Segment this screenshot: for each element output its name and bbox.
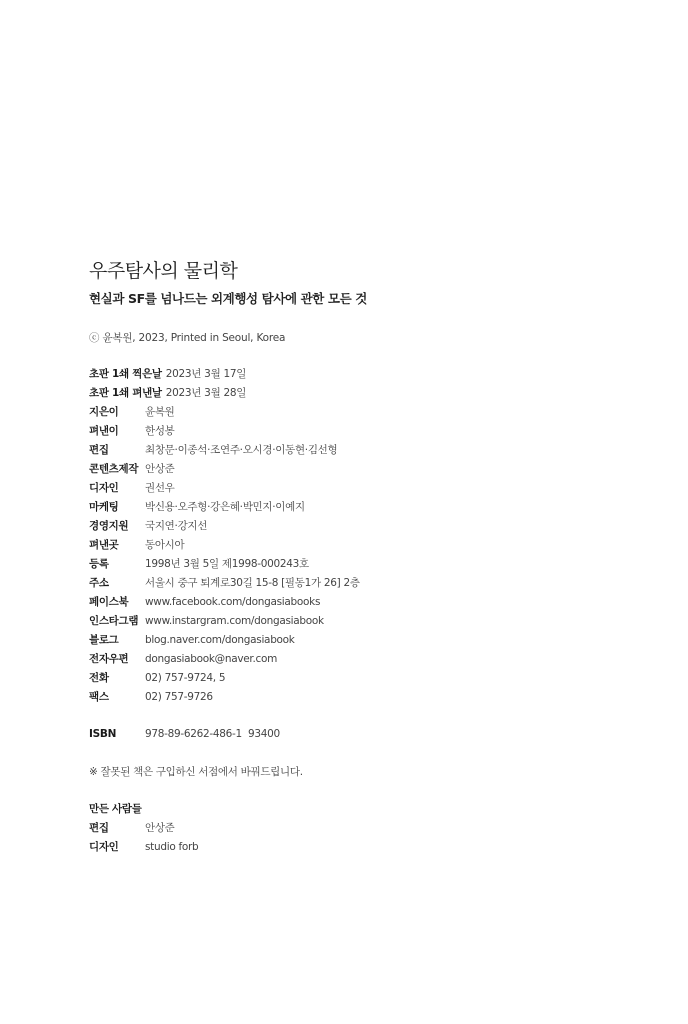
copyright-line: ⓒ 윤복원, 2023, Printed in Seoul, Korea: [89, 332, 286, 344]
credit-value: blog.naver.com/dongasiabook: [145, 634, 295, 646]
credit-label: 블로그: [89, 634, 119, 646]
edition-label: 초판 1쇄 찍은날: [89, 368, 162, 380]
credit-label: 펴낸이: [89, 425, 119, 437]
credit-value: dongasiabook@naver.com: [145, 653, 278, 665]
credit-row-fax: [89, 688, 649, 707]
credit-label: 지은이: [89, 406, 119, 418]
credit-row-phone: [89, 669, 649, 688]
credit-value: 동아시아: [145, 539, 185, 551]
credit-value: 1998년 3월 5일 제1998-000243호: [145, 558, 309, 570]
credit-row-author: [89, 403, 649, 422]
credit-value: 국지연·강지선: [145, 520, 208, 532]
isbn-value: 978-89-6262-486-1 93400: [145, 728, 280, 740]
maker-row-design: [89, 838, 649, 857]
credit-value: 서울시 중구 퇴계로30길 15-8 [필동1가 26] 2층: [145, 577, 360, 589]
credit-row-email: [89, 650, 649, 669]
credit-row-blog: [89, 631, 649, 650]
credit-row-publishing-house: [89, 536, 649, 555]
edition-value: 2023년 3월 28일: [165, 387, 247, 399]
makers-section: [89, 799, 649, 857]
edition-row-first-print: [89, 365, 649, 384]
credit-label: 등록: [89, 558, 109, 570]
credit-row-instagram: [89, 612, 649, 631]
credit-value: 최창문·이종석·조연주·오시경·이동현·김선형: [145, 444, 338, 456]
credit-label: 페이스북: [89, 596, 129, 608]
credit-value: 02) 757-9724, 5: [145, 672, 226, 684]
maker-label: 편집: [89, 822, 109, 834]
credit-value: www.instargram.com/dongasiabook: [145, 615, 324, 627]
credit-row-marketing: [89, 498, 649, 517]
colophon-page: [89, 258, 649, 857]
credit-row-content: [89, 460, 649, 479]
credit-row-editing: [89, 441, 649, 460]
credit-label: 경영지원: [89, 520, 129, 532]
makers-heading: 만든 사람들: [89, 803, 142, 815]
credit-value: 권선우: [145, 482, 175, 494]
credit-label: 편집: [89, 444, 109, 456]
edition-value: 2023년 3월 17일: [165, 368, 247, 380]
credit-label: 전화: [89, 672, 109, 684]
credit-label: 팩스: [89, 691, 109, 703]
maker-value: studio forb: [145, 841, 199, 853]
maker-row-editing: [89, 819, 649, 838]
credit-value: 박신용·오주형·강은혜·박민지·이예지: [145, 501, 305, 513]
credit-row-management: [89, 517, 649, 536]
credit-value: 윤복원: [145, 406, 175, 418]
credit-label: 콘텐츠제작: [89, 463, 139, 475]
edition-row-first-publish: [89, 384, 649, 403]
credit-row-address: [89, 574, 649, 593]
edition-label: 초판 1쇄 펴낸날: [89, 387, 162, 399]
credit-label: 펴낸곳: [89, 539, 119, 551]
credit-value: 02) 757-9726: [145, 691, 213, 703]
credit-value: 한성봉: [145, 425, 175, 437]
credit-label: 인스타그램: [89, 615, 139, 627]
credit-value: 안상준: [145, 463, 175, 475]
credit-label: 디자인: [89, 482, 119, 494]
credit-label: 전자우편: [89, 653, 129, 665]
credit-row-design: [89, 479, 649, 498]
credit-row-publisher: [89, 422, 649, 441]
maker-value: 안상준: [145, 822, 175, 834]
isbn-row: [89, 725, 649, 744]
credit-label: 마케팅: [89, 501, 119, 513]
isbn-label: ISBN: [89, 728, 117, 740]
maker-label: 디자인: [89, 841, 119, 853]
credit-row-facebook: [89, 593, 649, 612]
book-title: 우주탐사의 물리학: [89, 260, 238, 282]
credit-label: 주소: [89, 577, 109, 589]
book-subtitle: 현실과 SF를 넘나드는 외계행성 탐사에 관한 모든 것: [89, 291, 367, 306]
exchange-notice: ※ 잘못된 책은 구입하신 서점에서 바꿔드립니다.: [89, 766, 303, 778]
credit-row-registration: [89, 555, 649, 574]
credit-value: www.facebook.com/dongasiabooks: [145, 596, 321, 608]
publication-info: [89, 365, 649, 707]
